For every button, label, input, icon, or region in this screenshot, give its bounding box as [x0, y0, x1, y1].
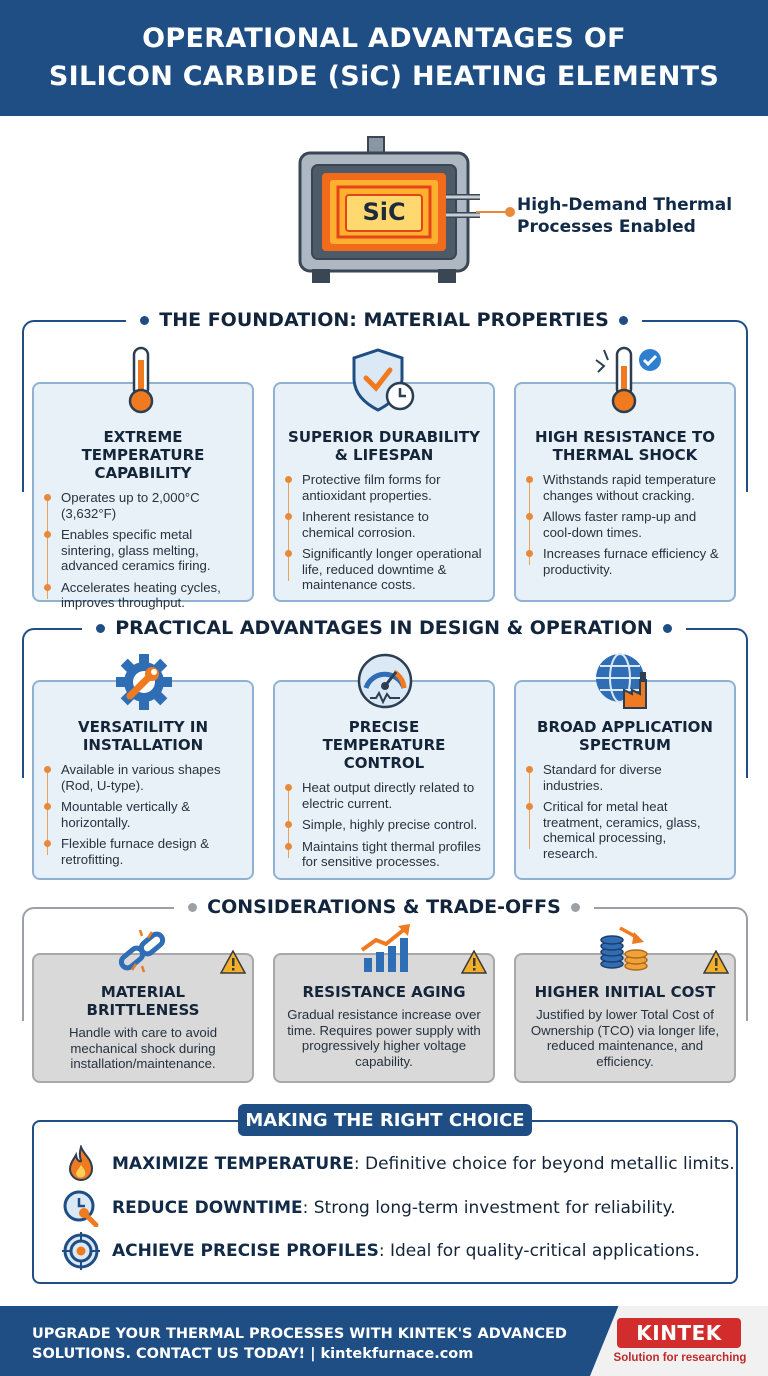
- list-item: Operates up to 2,000°C (3,632°F): [44, 490, 242, 521]
- gauge-icon: [356, 652, 414, 710]
- considerations-title: CONSIDERATIONS & TRADE-OFFS: [0, 896, 768, 918]
- list-item: Inherent resistance to chemical corrosion.: [285, 509, 483, 540]
- list-item: Protective film forms for antioxidant properties.: [285, 472, 483, 503]
- page-header: [0, 0, 768, 116]
- caption-connector: [476, 205, 516, 219]
- card-title: VERSATILITY IN INSTALLATION: [77, 718, 209, 754]
- choice-title: MAKING THE RIGHT CHOICE: [238, 1104, 532, 1136]
- card-title: SUPERIOR DURABILITY & LIFESPAN: [288, 428, 480, 464]
- choice-label: REDUCE DOWNTIME: [112, 1198, 303, 1218]
- list-item: Accelerates heating cycles, improves throughput.: [44, 580, 242, 611]
- choice-text: : Strong long-term investment for reliability.: [302, 1198, 676, 1218]
- bullet-list: [526, 762, 724, 861]
- card-title: BROAD APPLICATION SPECTRUM: [537, 718, 713, 754]
- furnace-label: SiC: [362, 198, 406, 226]
- choice-text: : Ideal for quality-critical applications.: [378, 1241, 700, 1261]
- bullet-list: [285, 472, 483, 593]
- list-item: Mountable vertically & horizontally.: [44, 799, 242, 830]
- footer-cta[interactable]: [32, 1324, 592, 1364]
- list-item: Flexible furnace design & retrofitting.: [44, 836, 242, 867]
- card-title: PRECISE TEMPERATURE CONTROL: [322, 718, 446, 772]
- choice-row-profiles: [62, 1233, 732, 1269]
- choice-label: ACHIEVE PRECISE PROFILES: [112, 1241, 379, 1261]
- card-title: EXTREME TEMPERATURE CAPABILITY: [81, 428, 205, 482]
- title-dot-icon: [96, 624, 105, 633]
- title-dot-icon: [619, 316, 628, 325]
- bullet-list: [526, 472, 724, 577]
- list-item: Heat output directly related to electric current.: [285, 780, 483, 811]
- hero-caption: [517, 194, 732, 238]
- flame-icon: [62, 1145, 100, 1183]
- list-item: Maintains tight thermal profiles for sensitive processes.: [285, 839, 483, 870]
- practical-title: PRACTICAL ADVANTAGES IN DESIGN & OPERATION: [0, 617, 768, 639]
- broken-chain-icon: [116, 930, 168, 974]
- card-title: HIGH RESISTANCE TO THERMAL SHOCK: [535, 428, 715, 464]
- footer-line-2: SOLUTIONS. CONTACT US TODAY! | kintekfurnace.com: [32, 1346, 474, 1362]
- choice-text: : Definitive choice for beyond metallic limits.: [353, 1154, 735, 1174]
- bullet-list: [44, 762, 242, 867]
- page-title-line-1: OPERATIONAL ADVANTAGES OF: [142, 23, 626, 54]
- list-item: Standard for diverse industries.: [526, 762, 724, 793]
- target-icon: [62, 1232, 100, 1270]
- logo-tagline: Solution for researching: [613, 1352, 747, 1364]
- clock-wrench-icon: [62, 1189, 100, 1227]
- footer-line-1: UPGRADE YOUR THERMAL PROCESSES WITH KINTEK'S ADVANCED: [32, 1326, 567, 1342]
- choice-row-temperature: [62, 1146, 735, 1182]
- hero-caption-line-1: High-Demand Thermal: [517, 195, 733, 215]
- coins-icon: [598, 924, 654, 974]
- choice-row-downtime: [62, 1190, 732, 1226]
- card-description: Handle with care to avoid mechanical shock during installation/maintenance.: [68, 1025, 218, 1071]
- title-dot-icon: [188, 903, 197, 912]
- card-title: RESISTANCE AGING: [302, 983, 466, 1001]
- page-title: [49, 20, 719, 96]
- thermometer-icon: [124, 346, 158, 416]
- list-item: Critical for metal heat treatment, ceramics, glass, chemical processing, research.: [526, 799, 724, 861]
- bullet-list: [44, 490, 242, 611]
- warning-icon: [703, 950, 729, 974]
- list-item: Withstands rapid temperature changes without cracking.: [526, 472, 724, 503]
- list-item: Available in various shapes (Rod, U-type).: [44, 762, 242, 793]
- gear-wrench-icon: [114, 652, 174, 712]
- shield-clock-icon: [350, 346, 420, 416]
- card-description: Gradual resistance increase over time. Requires power supply with progressively higher voltage capability.: [287, 1007, 481, 1069]
- rising-chart-icon: [358, 922, 414, 974]
- hero-caption-line-2: Processes Enabled: [517, 217, 696, 237]
- list-item: Enables specific metal sintering, glass melting, advanced ceramics firing.: [44, 527, 242, 574]
- kintek-logo: KINTEK: [617, 1318, 741, 1348]
- list-item: Increases furnace efficiency & productivity.: [526, 546, 724, 577]
- foundation-title: THE FOUNDATION: MATERIAL PROPERTIES: [0, 309, 768, 331]
- title-dot-icon: [140, 316, 149, 325]
- list-item: Allows faster ramp-up and cool-down times.: [526, 509, 724, 540]
- thermometer-check-icon: [590, 346, 664, 416]
- card-title: HIGHER INITIAL COST: [534, 983, 716, 1001]
- page-title-line-2: SILICON CARBIDE (SiC) HEATING ELEMENTS: [48, 61, 720, 92]
- warning-icon: [220, 950, 246, 974]
- card-precise-control: [273, 680, 495, 880]
- choice-label: MAXIMIZE TEMPERATURE: [112, 1154, 354, 1174]
- list-item: Significantly longer operational life, reduced downtime & maintenance costs.: [285, 546, 483, 593]
- card-title: MATERIAL BRITTLENESS: [86, 983, 200, 1019]
- title-dot-icon: [663, 624, 672, 633]
- bullet-list: [285, 780, 483, 870]
- globe-factory-icon: [594, 650, 658, 710]
- list-item: Simple, highly precise control.: [285, 817, 483, 833]
- card-description: Justified by lower Total Cost of Ownership (TCO) via longer life, reduced maintenance, and efficiency.: [530, 1007, 720, 1069]
- warning-icon: [461, 950, 487, 974]
- card-broad-application: [514, 680, 736, 880]
- title-dot-icon: [571, 903, 580, 912]
